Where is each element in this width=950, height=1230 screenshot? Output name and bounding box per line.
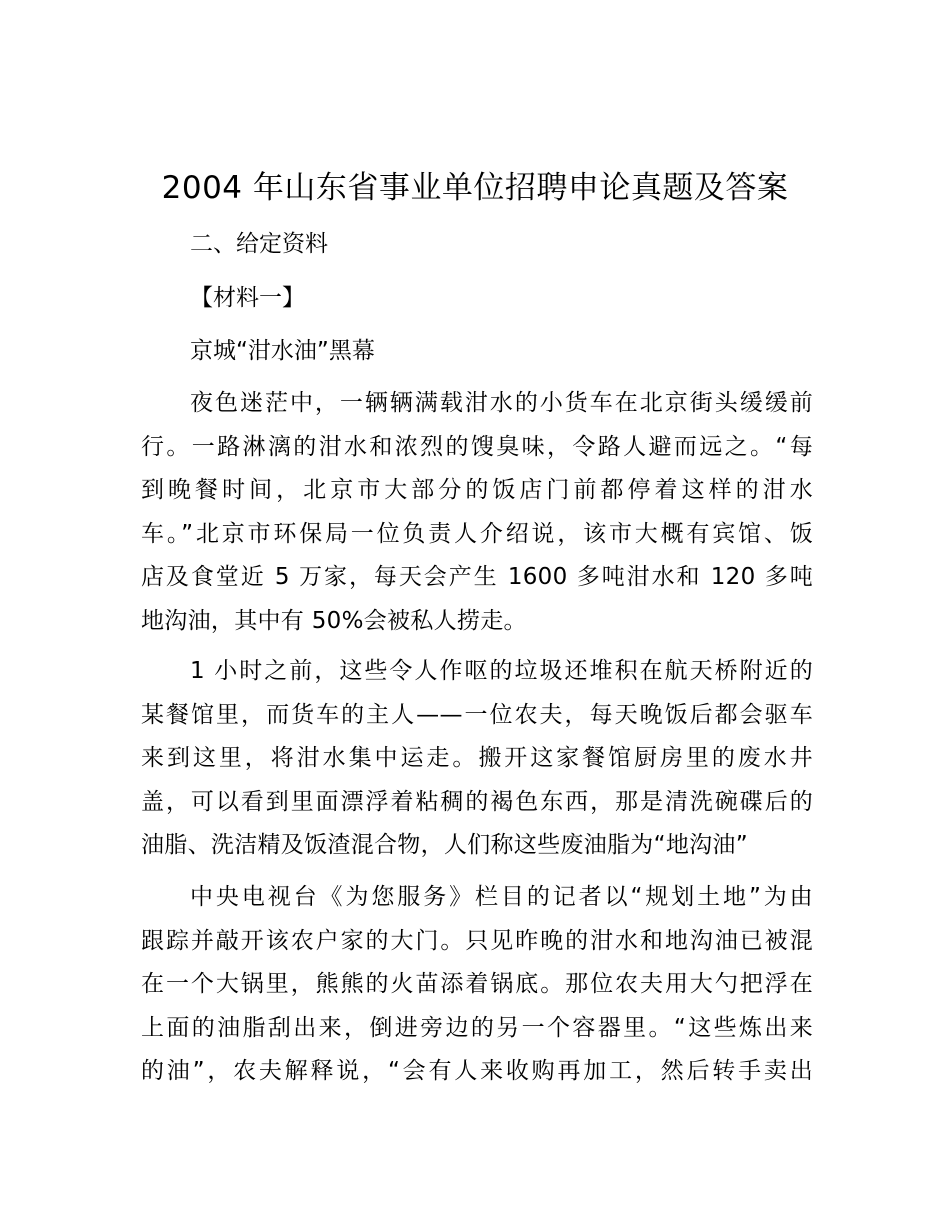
paragraph-line: 来到这里，将泔水集中运走。搬开这家餐馆厨房里的废水井 <box>141 745 813 771</box>
paragraph-line: 夜色迷茫中，一辆辆满载泔水的小货车在北京街头缓缓前 <box>190 390 813 416</box>
article-title: 京城“泔水油”黑幕 <box>190 338 375 364</box>
paragraph-line: 车。”北京市环保局一位负责人介绍说，该市大概有宾馆、饭 <box>141 520 813 547</box>
paragraph-line: 到晚餐时间，北京市大部分的饭店门前都停着这样的泔水 <box>141 477 813 503</box>
paragraph-line: 地沟油，其中有 50%会被私人捞走。 <box>141 607 527 634</box>
paragraph-line: 店及食堂近 5 万家，每天会产生 1600 多吨泔水和 120 多吨 <box>141 564 813 590</box>
paragraph-3 <box>141 876 813 1094</box>
paragraph-line: 行。一路淋漓的泔水和浓烈的馊臭味，令路人避而远之。“每 <box>141 433 813 460</box>
paragraph-line: 的油”，农夫解释说，“会有人来收购再加工，然后转手卖出 <box>141 1058 813 1084</box>
paragraph-line: 在一个大锅里，熊熊的火苗添着锅底。那位农夫用大勺把浮在 <box>141 971 813 997</box>
paragraph-line: 油脂、洗洁精及饭渣混合物，人们称这些废油脂为“地沟油” <box>141 832 748 858</box>
material-label: 【材料一】 <box>190 285 305 311</box>
paragraph-line: 上面的油脂刮出来，倒进旁边的另一个容器里。“这些炼出来 <box>141 1014 813 1041</box>
paragraph-line: 跟踪并敲开该农户家的大门。只见昨晚的泔水和地沟油已被混 <box>141 927 813 954</box>
paragraph-1 <box>141 382 813 643</box>
paragraph-line: 中央电视台《为您服务》栏目的记者以“规划土地”为由 <box>190 884 813 910</box>
paragraph-line: 某餐馆里，而货车的主人——一位农夫，每天晚饭后都会驱车 <box>141 701 813 728</box>
section-heading: 二、给定资料 <box>190 231 328 257</box>
paragraph-line: 1 小时之前，这些令人作呕的垃圾还堆积在航天桥附近的 <box>190 658 813 684</box>
paragraph-line: 盖，可以看到里面漂浮着粘稠的褐色东西，那是清洗碗碟后的 <box>141 788 813 815</box>
paragraph-2 <box>141 650 813 868</box>
document-title: 2004 年山东省事业单位招聘申论真题及答案 <box>161 170 789 206</box>
